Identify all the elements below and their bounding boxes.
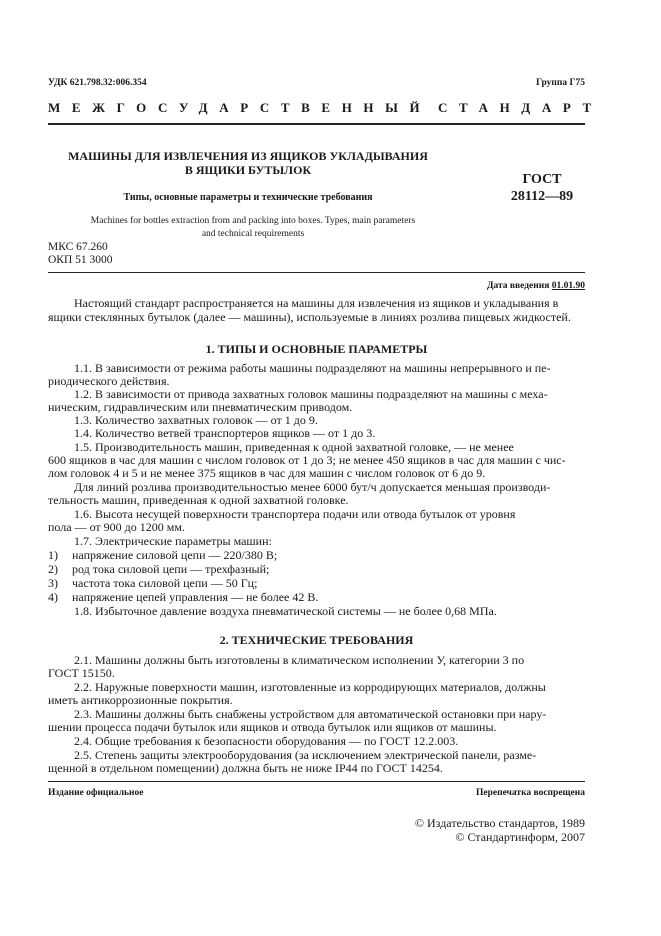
english-title-line-1: Machines for bottles extraction from and packing into boxes. Types, main parameters [90,216,416,226]
para-1-6-cont: пола — от 900 до 1200 мм. [48,520,185,534]
udk-code: УДК 621.798.32:006.354 [48,78,147,88]
title-line-2: В ЯЩИКИ БУТЫЛОК [184,163,312,177]
para-1-5-cont-2: лом головок 4 и 5 и не менее 375 ящиков в час для машин с числом головок от 6 до 9. [48,466,486,480]
intro-line-1: Настоящий стандарт распространяется на машины для извлечения из ящиков и укладывания в [74,296,559,310]
mks-code: МКС 67.260 [48,241,108,253]
english-title-line-2: and technical requirements [201,229,305,239]
para-1-1-cont: риодического действия. [48,374,170,388]
title-rule [48,272,585,273]
intro-date [487,281,585,291]
para-2-1-cont: ГОСТ 15150. [48,666,115,680]
para-2-3-cont: шении процесса подачи бутылок или ящиков и отвода бутылок или ящиков от машины. [48,720,497,734]
reprint-prohibited: Перепечатка воспрещена [475,788,585,798]
para-2-2-cont: иметь антикоррозионные покрытия. [48,693,233,707]
para-1-5b: Для линий розлива производительностью менее 6000 бут/ч допускается меньшая производи- [74,480,551,494]
list-item: 2) род тока силовой цепи — трехфазный; [48,562,270,576]
copyright-standartinform: © Стандартинформ, 2007 [455,830,585,844]
para-1-5b-cont: тельность машин, приведенная к одной захватной головке. [48,493,349,507]
title-line-1: МАШИНЫ ДЛЯ ИЗВЛЕЧЕНИЯ ИЗ ЯЩИКОВ УКЛАДЫВАНИЯ [68,149,428,163]
intro-date-label: Дата введения [486,281,550,291]
intro-date-value: 01.01.90 [551,281,585,291]
para-2-4: 2.4. Общие требования к безопасности оборудования — по ГОСТ 12.2.003. [74,734,459,748]
para-2-1: 2.1. Машины должны быть изготовлены в климатическом исполнении У, категории 3 по [74,653,525,667]
subtitle: Типы, основные параметры и технические требования [123,192,373,203]
intro-line-2: ящики стеклянных бутылок (далее — машины), используемые в линиях розлива пищевых жидкостей. [48,310,571,324]
para-1-5: 1.5. Производительность машин, приведенная к одной захватной головке, — не менее [74,440,514,454]
gost-label: ГОСТ [522,172,562,187]
para-1-4: 1.4. Количество ветвей транспортеров ящиков — от 1 до 3. [74,426,376,440]
para-1-7: 1.7. Электрические параметры машин: [74,534,272,548]
group-code: Группа Г75 [536,78,585,88]
okp-code: ОКП 51 3000 [48,254,113,266]
official-edition: Издание официальное [48,788,144,798]
para-2-5-cont: щенной в отдельном помещении) должна быть не ниже IP44 по ГОСТ 14254. [48,761,443,775]
gost-number: 28112—89 [510,189,574,204]
list-item: 3) частота тока силовой цепи — 50 Гц; [48,576,258,590]
para-1-2: 1.2. В зависимости от привода захватных головок машины подразделяют на машины с меха- [74,387,548,401]
header-rule [48,123,585,125]
para-1-3: 1.3. Количество захватных головок — от 1 до 9. [74,413,318,427]
list-item: 4) напряжение цепей управления — не более 42 В. [48,590,319,604]
footer-rule [48,781,585,782]
para-1-2-cont: ническим, гидравлическим или пневматическим приводом. [48,400,353,414]
para-1-6: 1.6. Высота несущей поверхности транспортера подачи или отвода бутылок от уровня [74,507,516,521]
section-1-heading: 1. ТИПЫ И ОСНОВНЫЕ ПАРАМЕТРЫ [205,342,428,356]
para-1-1: 1.1. В зависимости от режима работы машины подразделяют на машины непрерывного и пе- [74,361,551,375]
copyright-publisher: © Издательство стандартов, 1989 [414,816,585,830]
para-2-2: 2.2. Наружные поверхности машин, изготовленные из корродирующих материалов, должны [74,680,546,694]
para-2-3: 2.3. Машины должны быть снабжены устройством для автоматической остановки при нару- [74,707,547,721]
para-2-5: 2.5. Степень защиты электрооборудования (за исключением электрической панели, разме- [74,748,537,762]
para-1-8: 1.8. Избыточное давление воздуха пневматической системы — не более 0,68 МПа. [74,604,497,618]
section-2-heading: 2. ТЕХНИЧЕСКИЕ ТРЕБОВАНИЯ [219,633,414,647]
banner-interstate: МЕЖГОСУДАРСТВЕННЫЙ [48,100,432,115]
para-1-5-cont-1: 600 ящиков в час для машин с числом головок от 1 до 3; не менее 450 ящиков в час для машин с чис- [48,453,566,467]
banner-standard: СТАНДАРТ [438,100,603,115]
list-item: 1) напряжение силовой цепи — 220/380 В; [48,548,278,562]
